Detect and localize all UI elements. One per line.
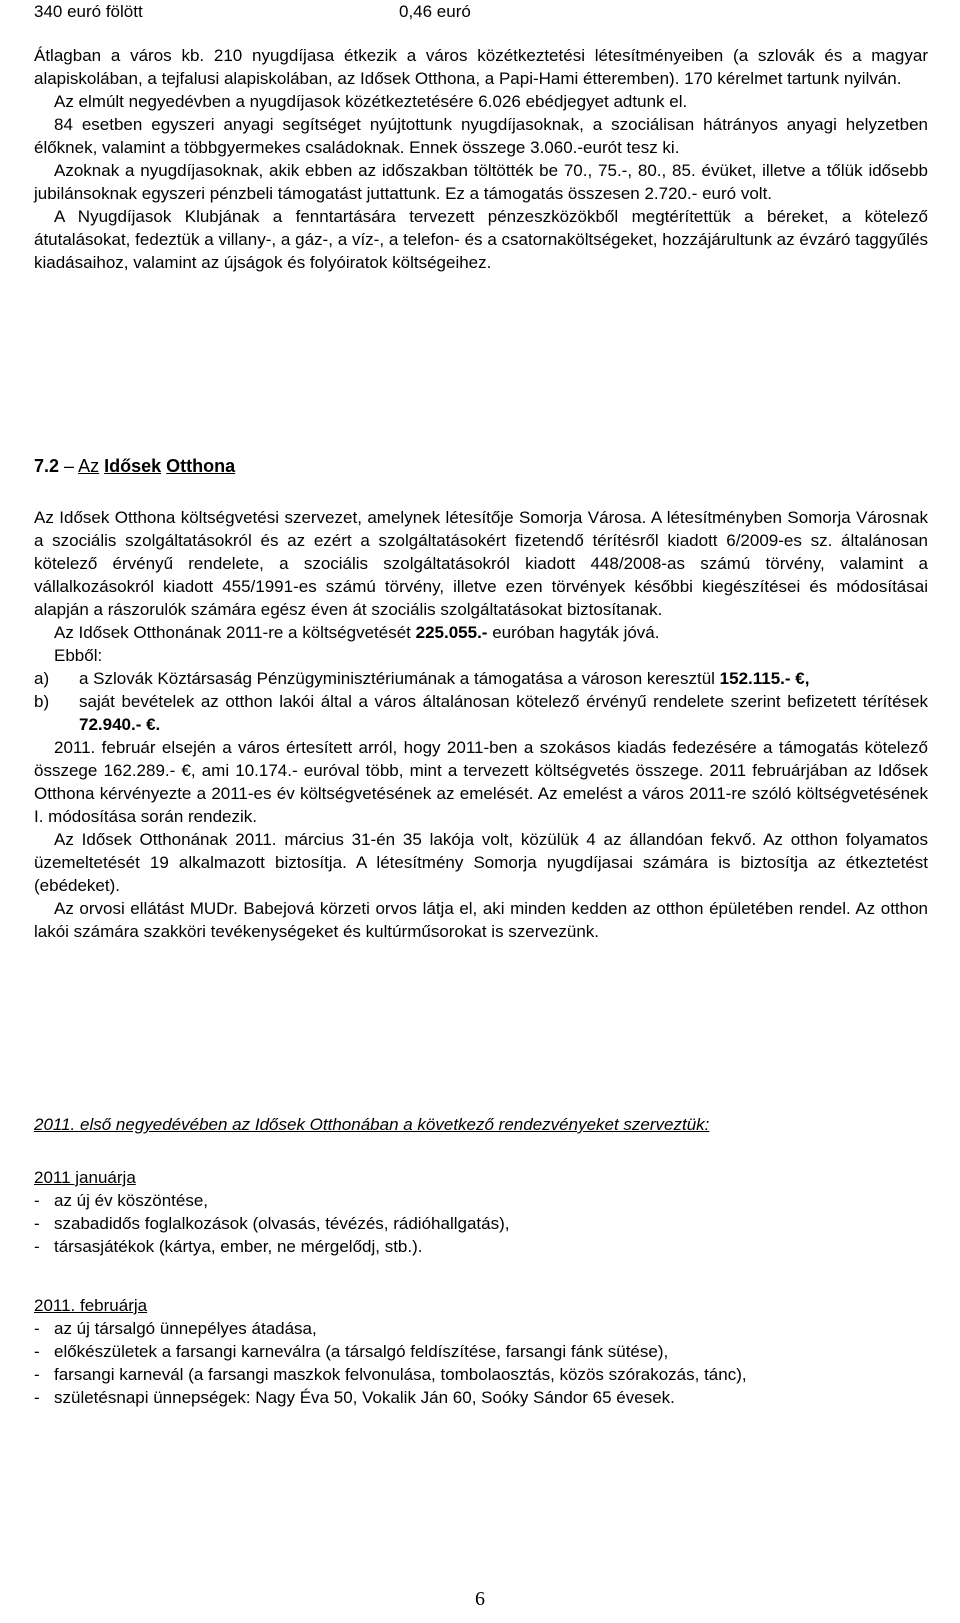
paragraph: Átlagban a város kb. 210 nyugdíjasa étkezik a város közétkeztetési létesítményeiben (a szlovák és a magyar alapiskolában, a tejfalusi alapiskolában, az Idősek Otthona, a Papi-Hami étteremben). 170 kérelmet tartunk nyilván. [34,46,928,88]
table-row [34,0,928,24]
january-list [34,1189,928,1258]
section-heading [34,454,928,478]
paragraph: Az elmúlt negyedévben a nyugdíjasok közétkeztetésére 6.026 ebédjegyet adtunk el. [54,92,688,111]
month-title: 2011 januárja [34,1168,136,1187]
section-elderly-home [34,506,928,943]
table-cell-label: 340 euró fölött [34,2,143,21]
funding-list [34,667,928,736]
february-block [34,1294,928,1409]
list-item: - farsangi karnevál (a farsangi maszkok felvonulása, tombolaosztás, közös szórakozás, tánc), [34,1365,747,1384]
list-item: - az új év köszöntése, [34,1191,209,1210]
february-list [34,1317,928,1409]
list-item: a) a Szlovák Köztársaság Pénzügyminisztériumának a támogatása a városon keresztül 152.115.- €, [34,669,810,688]
list-item: - társasjátékok (kártya, ember, ne mérgelődj, stb.). [34,1237,423,1256]
paragraph: Az Idősek Otthona költségvetési szervezet, amelynek létesítője Somorja Városa. A létesítményben Somorja Városnak a szociális szolgáltatásokról és az ezért a szolgáltatásokért fizetendő térítésről kiadott 6/2009-es sz. általánosan kötelező érvényű rendelete, a szociális szolgáltatásokról kiadott 448/2008-as számú törvény, valamint a vállalkozásokról kiadott 455/1991-es számú törvény, illetve ezen törvények későbbi kiegészítései és módosításai alapján a rászorulók számára egész éven át szociális szolgáltatásokat biztosítanak. [34,508,928,619]
paragraph: Az Idősek Otthonának 2011-re a költségvetését 225.055.- euróban hagyták jóvá. [54,623,660,642]
list-item: - előkészületek a farsangi karneválra (a társalgó feldíszítése, farsangi fánk sütése), [34,1342,669,1361]
paragraph: Az orvosi ellátást MUDr. Babejová körzeti orvos látja el, aki minden kedden az otthon épületében rendel. Az otthon lakói számára szakköri tevékenységeket és kultúrműsorokat is szervezünk. [34,899,928,941]
month-title: 2011. februárja [34,1296,148,1315]
table-cell-value: 0,46 euró [399,2,471,21]
events-title: 2011. első negyedévében az Idősek Otthonában a következő rendezvényeket szerveztük: [34,1115,710,1134]
page-number: 6 [475,1588,485,1610]
january-block [34,1166,928,1258]
list-item: - születésnapi ünnepségek: Nagy Éva 50, Vokalik Ján 60, Soóky Sándor 65 évesek. [34,1388,675,1407]
paragraph: 84 esetben egyszeri anyagi segítséget nyújtottunk nyugdíjasoknak, a szociálisan hátrányos anyagi helyzetben élőknek, valamint a többgyermekes családoknak. Ennek összege 3.060.-eurót tesz ki. [34,115,928,157]
list-item: b) saját bevételek az otthon lakói által a város általánosan kötelező érvényű rendelete szerint befizetett térítések 72.940.- €. [34,692,928,734]
paragraph: 2011. február elsején a város értesített arról, hogy 2011-ben a szokásos kiadás fedezésére a támogatás kötelező összege 162.289.- €, ami 10.174.- euróval több, mint a tervezett költségvetés összege. 2011 februárjában az Idősek Otthona kérvényezte a 2011-es év költségvetésének az emelését. Az emelést a város 2011-re szóló költségvetésének I. módosítása során rendezik. [34,738,928,826]
paragraph: Ebből: [54,646,103,665]
section-title: 7.2 – Az Idősek Otthona [34,456,236,476]
paragraph: Azoknak a nyugdíjasoknak, akik ebben az időszakban töltötték be 70., 75.-, 80., 85. évüket, illetve a tőlük idősebb jubilánsoknak egyszeri pénzbeli támogatást juttattunk. Ez a támogatás összesen 2.720.- euró volt. [34,161,928,203]
list-item: - az új társalgó ünnepélyes átadása, [34,1319,317,1338]
list-item: - szabadidős foglalkozások (olvasás, tévézés, rádióhallgatás), [34,1214,510,1233]
section-social [34,44,928,274]
paragraph: A Nyugdíjasok Klubjának a fenntartására tervezett pénzeszközökből megtérítettük a béreket, a kötelező átutalásokat, fedeztük a villany-, a gáz-, a víz-, a telefon- és a csatornaköltségeket, hozzájárultunk az évzáró taggyűlés kiadásaihoz, valamint az újságok és folyóiratok költségeihez. [34,207,928,272]
paragraph: Az Idősek Otthonának 2011. március 31-én 35 lakója volt, közülük 4 az állandóan fekvő. Az otthon folyamatos üzemeltetését 19 alkalmazott biztosítja. A létesítmény Somorja nyugdíjasai számára is biztosítja az étkeztetést (ebédeket). [34,830,928,895]
events-title-block [34,1113,928,1136]
